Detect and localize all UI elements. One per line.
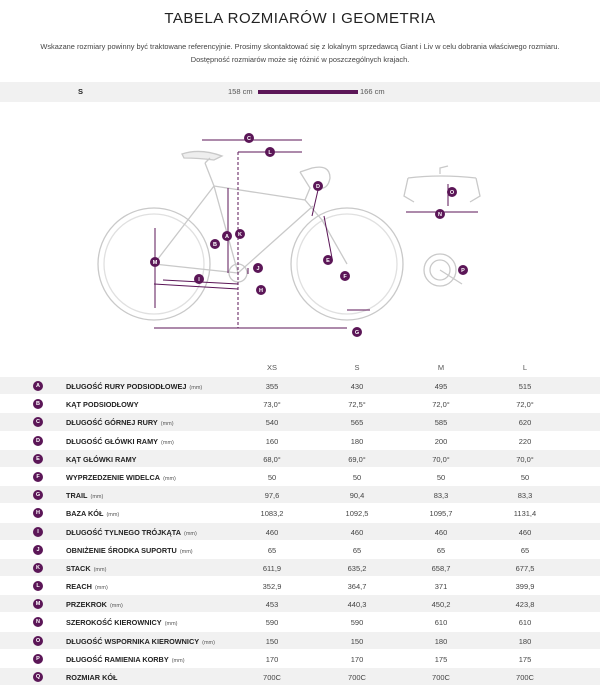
row-name: DŁUGOŚĆ WSPORNIKA KIEROWNICY	[66, 636, 200, 646]
cell-value: 170	[265, 654, 279, 664]
row-key-badge: F	[33, 472, 43, 482]
row-unit: (mm)	[179, 548, 193, 555]
row-unit: (mm)	[109, 603, 123, 610]
cell-value: 677,5	[515, 563, 535, 573]
cell-value: 150	[265, 636, 279, 646]
row-unit: (mm)	[160, 421, 174, 428]
cell-value: 83,3	[433, 491, 449, 501]
row-label	[66, 673, 120, 682]
cell-value: 175	[434, 654, 448, 664]
cell-value: 1095,7	[429, 509, 453, 519]
table-row	[0, 612, 600, 630]
cell-value: 70,0°	[432, 454, 450, 464]
cell-value: 150	[350, 636, 364, 646]
cell-value: 399,9	[515, 582, 535, 592]
cell-value: 83,3	[517, 491, 533, 501]
row-name: OBNIŻENIE ŚRODKA SUPORTU	[66, 545, 177, 555]
row-name: BAZA KÓŁ	[66, 509, 104, 519]
row-label	[66, 528, 197, 537]
table-row	[0, 540, 600, 558]
table-row	[0, 485, 600, 503]
row-name: ROZMIAR KÓŁ	[66, 673, 118, 682]
table-row	[0, 522, 600, 540]
row-name: DŁUGOŚĆ GŁÓWKI RAMY	[66, 436, 159, 446]
row-key-badge: I	[33, 527, 43, 537]
cell-value: 180	[434, 636, 448, 646]
cell-value: 50	[520, 472, 530, 482]
size-recommendation-bar	[0, 82, 600, 102]
table-row	[0, 376, 600, 394]
cell-value: 65	[520, 545, 530, 555]
cell-value: 73,0°	[263, 400, 281, 410]
bike-frame	[154, 163, 347, 273]
row-name: PRZEKROK	[66, 600, 107, 610]
row-label	[66, 618, 178, 627]
row-unit: (mm)	[202, 639, 215, 646]
table-row	[0, 594, 600, 612]
row-name: DŁUGOŚĆ RURY PODSIODŁOWEJ	[66, 382, 187, 391]
cell-value: 371	[434, 582, 448, 592]
dim-label-b: B	[213, 242, 217, 248]
handlebar-front-view	[404, 166, 480, 202]
row-unit: (mm)	[94, 585, 108, 592]
table-row	[0, 558, 600, 576]
cell-value: 1131,4	[513, 509, 537, 519]
cell-value: 70,0°	[516, 454, 534, 464]
cell-value: 65	[267, 545, 277, 555]
cell-value: 495	[434, 382, 448, 391]
dim-label-l: L	[268, 150, 272, 156]
row-key-badge: O	[33, 636, 43, 646]
row-label	[66, 418, 174, 427]
cell-value: 72,0°	[516, 400, 534, 410]
cell-value: 200	[434, 436, 448, 446]
cell-value: 700C	[432, 673, 450, 682]
row-key-badge: L	[33, 581, 43, 591]
cell-value: 50	[352, 472, 362, 482]
cell-value: 90,4	[349, 491, 365, 501]
row-name: WYPRZEDZENIE WIDELCA	[66, 472, 161, 482]
table-row	[0, 449, 600, 467]
row-unit: (mm)	[90, 494, 104, 501]
row-key-badge: K	[33, 563, 43, 573]
cell-value: 175	[518, 654, 532, 664]
cell-value: 72,0°	[432, 400, 450, 410]
row-label	[66, 600, 123, 609]
row-key-badge: M	[33, 599, 43, 609]
cell-value: 620	[518, 418, 532, 428]
row-key-badge: D	[33, 436, 43, 446]
cell-value: 1083,2	[260, 509, 284, 519]
dim-label-e: E	[326, 258, 330, 264]
cell-value: 423,8	[515, 600, 535, 610]
row-label	[66, 400, 142, 409]
row-label	[66, 637, 215, 646]
cell-value: 610	[434, 618, 448, 628]
cell-value: 364,7	[347, 582, 367, 592]
dim-label-i: I	[198, 277, 200, 283]
cell-value: 50	[267, 472, 277, 482]
row-key-badge: P	[33, 654, 43, 664]
row-unit: (mm)	[184, 530, 197, 537]
cell-value: 611,9	[262, 563, 282, 573]
table-header	[0, 358, 600, 376]
row-name: SZEROKOŚĆ KIEROWNICY	[66, 618, 162, 628]
dim-label-j: J	[256, 266, 260, 272]
cell-value: 352,9	[262, 582, 282, 592]
cell-value: 68,0°	[263, 454, 281, 464]
cell-value: 453	[265, 600, 279, 610]
cell-value: 1092,5	[345, 509, 369, 519]
cell-value: 565	[350, 418, 364, 428]
cell-value: 635,2	[347, 563, 367, 573]
row-name: DŁUGOŚĆ RAMIENIA KORBY	[66, 654, 169, 664]
cell-value: 585	[434, 418, 448, 428]
row-unit: (mm)	[163, 475, 176, 482]
row-unit: (mm)	[189, 385, 203, 391]
table-row	[0, 503, 600, 521]
row-unit: (mm)	[106, 512, 120, 519]
dim-label-f: F	[343, 274, 347, 280]
dim-label-o: O	[449, 190, 455, 196]
column-m: M	[437, 363, 445, 372]
row-label	[66, 564, 106, 573]
row-label	[66, 546, 193, 555]
row-name: KĄT PODSIODŁOWY	[66, 400, 139, 410]
dim-label-m: M	[152, 260, 158, 266]
dim-label-p: P	[461, 268, 465, 274]
height-max: 166 cm	[360, 87, 385, 96]
row-unit: (mm)	[171, 657, 185, 664]
cell-value: 97,6	[264, 491, 280, 501]
row-key-badge: N	[33, 617, 43, 627]
table-row	[0, 412, 600, 430]
dim-label-g: G	[354, 330, 360, 336]
table-row	[0, 631, 600, 649]
height-range-bar	[258, 90, 358, 94]
row-key-badge: A	[33, 381, 43, 391]
dim-label-n: N	[438, 212, 442, 218]
cell-value: 590	[350, 618, 364, 628]
table-row	[0, 576, 600, 594]
cell-value: 220	[518, 436, 532, 446]
cell-value: 460	[350, 527, 364, 537]
cell-value: 355	[265, 382, 279, 391]
cell-value: 69,0°	[348, 454, 366, 464]
table-row	[0, 467, 600, 485]
cell-value: 50	[436, 472, 446, 482]
row-unit: (mm)	[161, 439, 174, 446]
column-s: S	[354, 363, 360, 372]
cell-value: 700C	[263, 673, 281, 682]
row-name: DŁUGOŚĆ TYLNEGO TRÓJKĄTA	[66, 527, 181, 537]
geometry-table	[0, 376, 600, 685]
cell-value: 610	[518, 618, 532, 628]
size-label: S	[78, 87, 84, 96]
cell-value: 72,5°	[348, 400, 366, 410]
cell-value: 180	[518, 636, 532, 646]
page-title: TABELA ROZMIARÓW I GEOMETRIA	[164, 10, 436, 27]
row-key-badge: G	[33, 490, 43, 500]
cell-value: 700C	[348, 673, 366, 682]
cell-value: 430	[350, 382, 364, 391]
bike-geometry-diagram	[0, 108, 600, 354]
cell-value: 65	[436, 545, 446, 555]
row-key-badge: B	[33, 399, 43, 409]
row-key-badge: C	[33, 417, 43, 427]
row-label	[66, 437, 174, 446]
row-unit: (mm)	[164, 621, 178, 628]
height-min: 158 cm	[228, 87, 253, 96]
dim-label-d: D	[316, 184, 320, 190]
row-name: KĄT GŁÓWKI RAMY	[66, 454, 137, 464]
dim-label-h: H	[259, 288, 263, 294]
row-name: DŁUGOŚĆ GÓRNEJ RURY	[66, 418, 158, 428]
row-key-badge: H	[33, 508, 43, 518]
row-key-badge: J	[33, 545, 43, 555]
row-name: TRAIL	[66, 491, 88, 501]
column-xs: XS	[266, 363, 278, 372]
row-label	[66, 582, 108, 591]
sizing-note: Wskazane rozmiary powinny być traktowane referencyjnie. Prosimy skontaktować się z lokalnym sprzedawcą Giant i Liv w celu dobrania właściwego rozmiaru. Dostępność rozmiarów może się różnić w poszczególnych krajach.	[40, 42, 560, 64]
dim-label-k: K	[238, 232, 242, 238]
cell-value: 700C	[516, 673, 534, 682]
cell-value: 460	[434, 527, 448, 537]
table-row	[0, 431, 600, 449]
cell-value: 65	[352, 545, 362, 555]
row-label	[66, 473, 176, 482]
cell-value: 460	[265, 527, 279, 537]
row-label	[66, 491, 103, 500]
cell-value: 590	[265, 618, 279, 628]
dim-label-c: C	[247, 136, 251, 142]
saddle	[182, 151, 222, 160]
cell-value: 658,7	[431, 563, 451, 573]
cell-value: 160	[265, 436, 279, 446]
row-key-badge: Q	[33, 672, 43, 682]
column-l: L	[522, 363, 528, 372]
row-key-badge: E	[33, 454, 43, 464]
dim-label-a: A	[225, 234, 229, 240]
row-unit: (mm)	[93, 566, 107, 573]
cell-value: 180	[350, 436, 364, 446]
row-name: REACH	[66, 582, 92, 592]
row-label	[66, 655, 185, 664]
table-row	[0, 649, 600, 667]
row-name: STACK	[66, 563, 91, 573]
cell-value: 170	[350, 654, 364, 664]
row-label	[66, 382, 202, 391]
table-row	[0, 667, 600, 685]
row-label	[66, 455, 140, 464]
cell-value: 540	[265, 418, 279, 428]
row-label	[66, 509, 119, 518]
cell-value: 515	[518, 382, 532, 391]
cell-value: 440,3	[347, 600, 367, 610]
cell-value: 460	[518, 527, 532, 537]
table-row	[0, 394, 600, 412]
cell-value: 450,2	[431, 600, 451, 610]
